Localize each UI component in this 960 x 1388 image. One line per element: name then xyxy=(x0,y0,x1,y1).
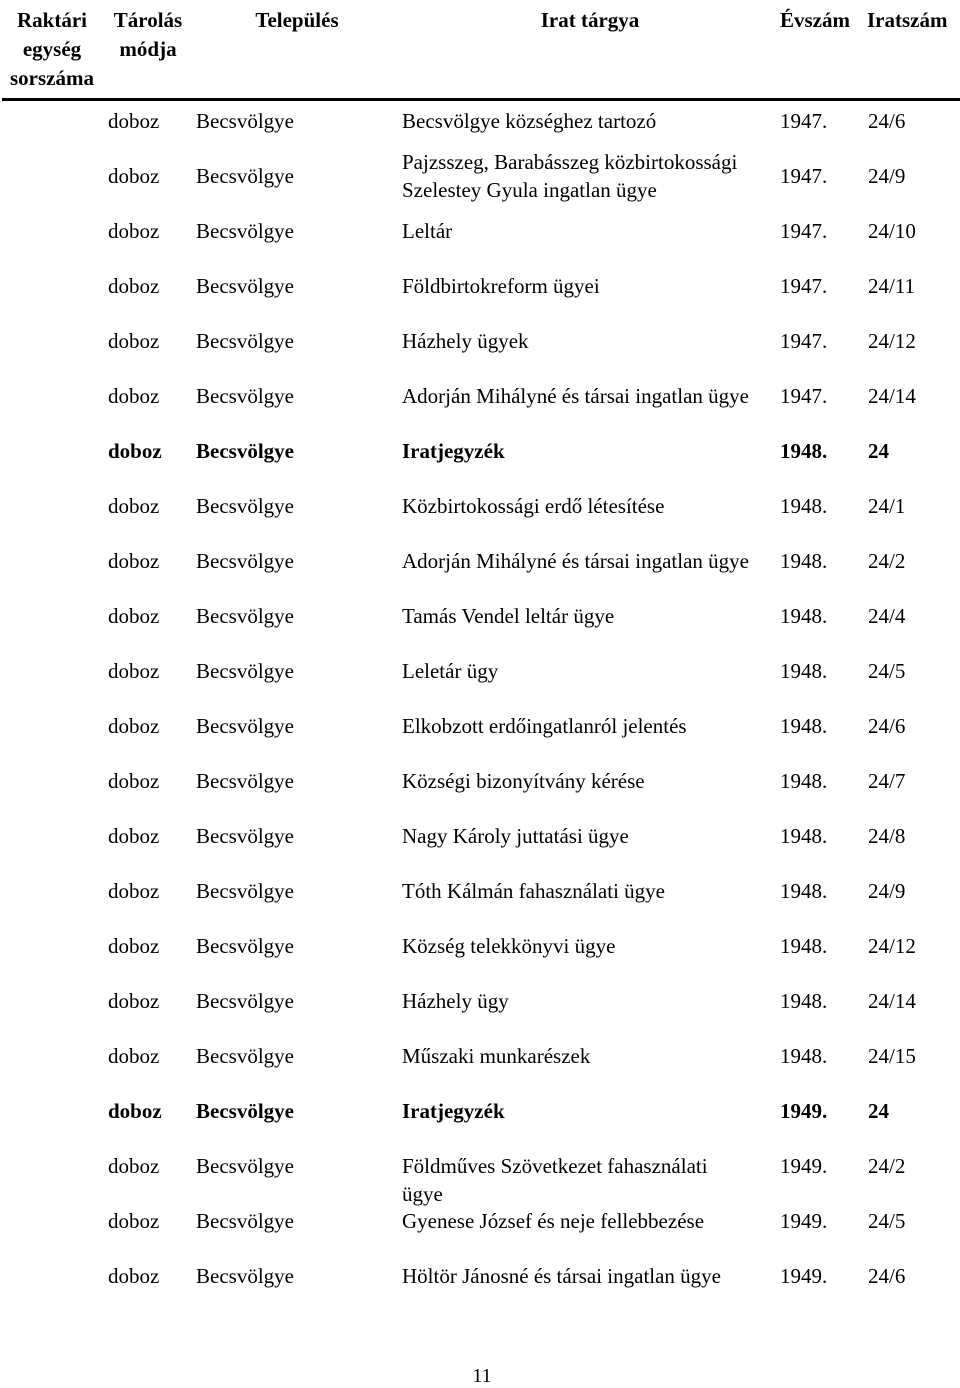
tarolas-modja-cell: doboz xyxy=(108,439,162,463)
irat-targya-cell: Elkobzott erdőingatlanról jelentés xyxy=(402,714,687,738)
table-row xyxy=(0,602,960,657)
irat-targya-cell: Adorján Mihályné és társai ingatlan ügye xyxy=(402,384,749,408)
evszam-cell: 1948. xyxy=(780,769,828,793)
tarolas-modja-cell: doboz xyxy=(108,1154,160,1178)
tarolas-modja-cell: doboz xyxy=(108,934,160,958)
table-header xyxy=(0,0,960,100)
iratszam-cell: 24/9 xyxy=(868,164,906,188)
evszam-cell: 1947. xyxy=(780,109,828,133)
iratszam-cell: 24/10 xyxy=(868,219,916,243)
table-row xyxy=(0,437,960,492)
table-row xyxy=(0,712,960,767)
tarolas-modja-cell: doboz xyxy=(108,494,160,518)
evszam-cell: 1949. xyxy=(780,1264,828,1288)
irat-targya-cell: Höltör Jánosné és társai ingatlan ügye xyxy=(402,1264,721,1288)
irat-targya-cell: Házhely ügyek xyxy=(402,329,529,353)
header-telepules: Település xyxy=(255,8,339,32)
tarolas-modja-cell: doboz xyxy=(108,109,160,133)
evszam-cell: 1949. xyxy=(780,1209,828,1233)
tarolas-modja-cell: doboz xyxy=(108,1099,162,1123)
irat-targya-cell: Műszaki munkarészek xyxy=(402,1044,591,1068)
table-row xyxy=(0,1042,960,1097)
irat-targya-cell: Tóth Kálmán fahasználati ügye xyxy=(402,879,665,903)
telepules-cell: Becsvölgye xyxy=(196,494,294,518)
table-row xyxy=(0,987,960,1042)
evszam-cell: 1947. xyxy=(780,164,828,188)
tarolas-modja-cell: doboz xyxy=(108,1044,160,1068)
telepules-cell: Becsvölgye xyxy=(196,1264,294,1288)
header-tarolas-modja: Tárolás módja xyxy=(113,8,183,61)
tarolas-modja-cell: doboz xyxy=(108,219,160,243)
irat-targya-cell: Leletár ügy xyxy=(402,659,499,683)
telepules-cell: Becsvölgye xyxy=(196,329,294,353)
evszam-cell: 1947. xyxy=(780,274,828,298)
iratszam-cell: 24/9 xyxy=(868,879,906,903)
evszam-cell: 1948. xyxy=(780,549,828,573)
irat-targya-cell: Iratjegyzék xyxy=(402,439,505,463)
irat-targya-cell: Községi bizonyítvány kérése xyxy=(402,769,645,793)
iratszam-cell: 24/2 xyxy=(868,549,906,573)
table-row xyxy=(0,217,960,272)
iratszam-cell: 24/2 xyxy=(868,1154,906,1178)
header-iratszam: Iratszám xyxy=(867,8,948,32)
evszam-cell: 1947. xyxy=(780,329,828,353)
irat-targya-cell: Földbirtokreform ügyei xyxy=(402,274,600,298)
iratszam-cell: 24 xyxy=(868,1099,889,1123)
iratszam-cell: 24/5 xyxy=(868,659,906,683)
tarolas-modja-cell: doboz xyxy=(108,329,160,353)
iratszam-cell: 24/1 xyxy=(868,494,906,518)
telepules-cell: Becsvölgye xyxy=(196,714,294,738)
telepules-cell: Becsvölgye xyxy=(196,769,294,793)
irat-targya-cell: Gyenese József és neje fellebbezése xyxy=(402,1209,705,1233)
iratszam-cell: 24/8 xyxy=(868,824,906,848)
table-row xyxy=(0,1207,960,1262)
table-row xyxy=(0,547,960,602)
irat-targya-cell: Földműves Szövetkezet fahasználati ügye xyxy=(402,1154,708,1206)
evszam-cell: 1948. xyxy=(780,879,828,903)
tarolas-modja-cell: doboz xyxy=(108,164,160,188)
tarolas-modja-cell: doboz xyxy=(108,824,160,848)
telepules-cell: Becsvölgye xyxy=(196,549,294,573)
iratszam-cell: 24/4 xyxy=(868,604,906,628)
table-row xyxy=(0,932,960,987)
irat-targya-cell: Nagy Károly juttatási ügye xyxy=(402,824,629,848)
tarolas-modja-cell: doboz xyxy=(108,274,160,298)
irat-targya-cell: Becsvölgye községhez tartozó xyxy=(402,109,657,133)
iratszam-cell: 24/11 xyxy=(868,274,916,298)
telepules-cell: Becsvölgye xyxy=(196,1154,294,1178)
tarolas-modja-cell: doboz xyxy=(108,769,160,793)
evszam-cell: 1949. xyxy=(780,1154,828,1178)
telepules-cell: Becsvölgye xyxy=(196,439,294,463)
telepules-cell: Becsvölgye xyxy=(196,219,294,243)
telepules-cell: Becsvölgye xyxy=(196,1099,294,1123)
evszam-cell: 1948. xyxy=(780,604,828,628)
telepules-cell: Becsvölgye xyxy=(196,659,294,683)
tarolas-modja-cell: doboz xyxy=(108,714,160,738)
iratszam-cell: 24/15 xyxy=(868,1044,916,1068)
iratszam-cell: 24/6 xyxy=(868,1264,906,1288)
iratszam-cell: 24/5 xyxy=(868,1209,906,1233)
irat-targya-cell: Pajzsszeg, Barabásszeg közbirtokossági Szelestey Gyula ingatlan ügye xyxy=(402,150,738,202)
telepules-cell: Becsvölgye xyxy=(196,274,294,298)
tarolas-modja-cell: doboz xyxy=(108,1264,160,1288)
evszam-cell: 1947. xyxy=(780,219,828,243)
tarolas-modja-cell: doboz xyxy=(108,384,160,408)
tarolas-modja-cell: doboz xyxy=(108,1209,160,1233)
telepules-cell: Becsvölgye xyxy=(196,1044,294,1068)
page-number: 11 xyxy=(472,1365,492,1387)
evszam-cell: 1948. xyxy=(780,494,828,518)
irat-targya-cell: Adorján Mihályné és társai ingatlan ügye xyxy=(402,549,749,573)
telepules-cell: Becsvölgye xyxy=(196,879,294,903)
irat-targya-cell: Község telekkönyvi ügye xyxy=(402,934,616,958)
evszam-cell: 1948. xyxy=(780,659,828,683)
tarolas-modja-cell: doboz xyxy=(108,604,160,628)
telepules-cell: Becsvölgye xyxy=(196,164,294,188)
iratszam-cell: 24 xyxy=(868,439,889,463)
table-row xyxy=(0,150,960,217)
irat-targya-cell: Tamás Vendel leltár ügye xyxy=(402,604,615,628)
telepules-cell: Becsvölgye xyxy=(196,1209,294,1233)
tarolas-modja-cell: doboz xyxy=(108,989,160,1013)
evszam-cell: 1949. xyxy=(780,1099,828,1123)
iratszam-cell: 24/12 xyxy=(868,329,916,353)
telepules-cell: Becsvölgye xyxy=(196,824,294,848)
evszam-cell: 1948. xyxy=(780,439,828,463)
telepules-cell: Becsvölgye xyxy=(196,989,294,1013)
header-evszam: Évszám xyxy=(780,8,850,32)
irat-targya-cell: Házhely ügy xyxy=(402,989,509,1013)
evszam-cell: 1948. xyxy=(780,1044,828,1068)
irat-targya-cell: Leltár xyxy=(402,219,453,243)
iratszam-cell: 24/6 xyxy=(868,109,906,133)
table-row xyxy=(0,327,960,382)
table-row xyxy=(0,272,960,327)
irat-targya-cell: Iratjegyzék xyxy=(402,1099,505,1123)
tarolas-modja-cell: doboz xyxy=(108,549,160,573)
iratszam-cell: 24/14 xyxy=(868,989,916,1013)
header-rule xyxy=(2,98,960,101)
iratszam-cell: 24/14 xyxy=(868,384,916,408)
irat-targya-cell: Közbirtokossági erdő létesítése xyxy=(402,494,665,518)
evszam-cell: 1948. xyxy=(780,824,828,848)
telepules-cell: Becsvölgye xyxy=(196,934,294,958)
iratszam-cell: 24/12 xyxy=(868,934,916,958)
table-row xyxy=(0,657,960,712)
iratszam-cell: 24/6 xyxy=(868,714,906,738)
table-row xyxy=(0,767,960,822)
telepules-cell: Becsvölgye xyxy=(196,604,294,628)
table-row xyxy=(0,1097,960,1152)
table-row xyxy=(0,1152,960,1207)
evszam-cell: 1947. xyxy=(780,384,828,408)
table-row xyxy=(0,877,960,932)
tarolas-modja-cell: doboz xyxy=(108,659,160,683)
evszam-cell: 1948. xyxy=(780,989,828,1013)
telepules-cell: Becsvölgye xyxy=(196,384,294,408)
evszam-cell: 1948. xyxy=(780,714,828,738)
table-row xyxy=(0,822,960,877)
tarolas-modja-cell: doboz xyxy=(108,879,160,903)
iratszam-cell: 24/7 xyxy=(868,769,906,793)
telepules-cell: Becsvölgye xyxy=(196,109,294,133)
header-raktari-egyseg-sorszama: Raktári egység sorszáma xyxy=(10,8,94,90)
table-row xyxy=(0,1262,960,1317)
table-row xyxy=(0,492,960,547)
table-row xyxy=(0,382,960,437)
header-irat-targya: Irat tárgya xyxy=(540,8,640,32)
evszam-cell: 1948. xyxy=(780,934,828,958)
